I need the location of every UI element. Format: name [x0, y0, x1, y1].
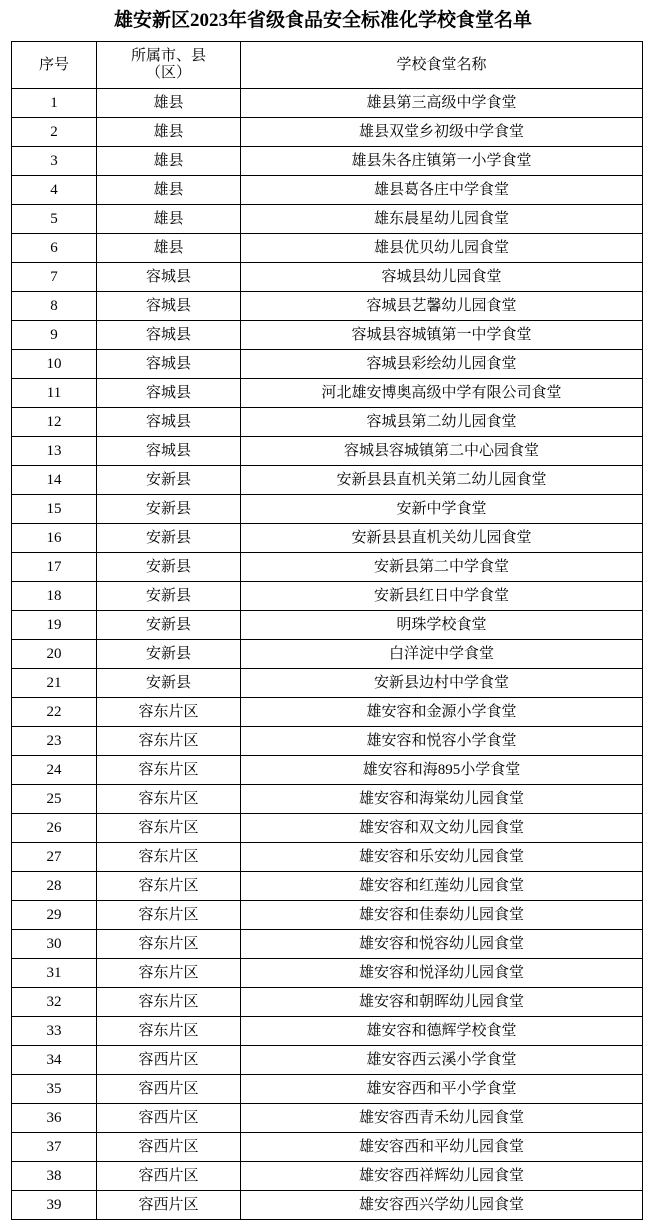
- cell-canteen-name: 雄安容和德辉学校食堂: [241, 1017, 643, 1046]
- column-header-area: [97, 42, 241, 89]
- cell-canteen-name: 容城县第二幼儿园食堂: [241, 408, 643, 437]
- cell-area: 容东片区: [97, 901, 241, 930]
- cell-area: 容西片区: [97, 1046, 241, 1075]
- cell-canteen-name: 雄县第三高级中学食堂: [241, 89, 643, 118]
- table-row: [12, 756, 643, 785]
- cell-canteen-name: 雄安容和海895小学食堂: [241, 756, 643, 785]
- cell-area: 安新县: [97, 582, 241, 611]
- cell-area: 容西片区: [97, 1191, 241, 1220]
- cell-canteen-name: 雄东晨星幼儿园食堂: [241, 205, 643, 234]
- cell-canteen-name: 雄县葛各庄中学食堂: [241, 176, 643, 205]
- cell-index: 36: [12, 1104, 97, 1133]
- cell-area: 雄县: [97, 205, 241, 234]
- cell-canteen-name: 雄安容和悦泽幼儿园食堂: [241, 959, 643, 988]
- table-row: [12, 292, 643, 321]
- cell-canteen-name: 雄安容和佳泰幼儿园食堂: [241, 901, 643, 930]
- table-row: [12, 1075, 643, 1104]
- cell-canteen-name: 雄安容西和平小学食堂: [241, 1075, 643, 1104]
- cell-area: 雄县: [97, 234, 241, 263]
- cell-canteen-name: 雄安容和海棠幼儿园食堂: [241, 785, 643, 814]
- table-row: [12, 495, 643, 524]
- table-row: [12, 147, 643, 176]
- cell-area: 容西片区: [97, 1075, 241, 1104]
- cell-canteen-name: 雄安容和悦容幼儿园食堂: [241, 930, 643, 959]
- table-row: [12, 466, 643, 495]
- cell-area: 容东片区: [97, 930, 241, 959]
- cell-area: 容东片区: [97, 698, 241, 727]
- cell-index: 12: [12, 408, 97, 437]
- cell-index: 25: [12, 785, 97, 814]
- table-row: [12, 1017, 643, 1046]
- cell-area: 容东片区: [97, 1017, 241, 1046]
- table-row: [12, 1162, 643, 1191]
- cell-canteen-name: 安新县边村中学食堂: [241, 669, 643, 698]
- cell-index: 39: [12, 1191, 97, 1220]
- cell-canteen-name: 雄安容和乐安幼儿园食堂: [241, 843, 643, 872]
- cell-index: 14: [12, 466, 97, 495]
- cell-area: 容东片区: [97, 959, 241, 988]
- table-row: [12, 118, 643, 147]
- cell-index: 32: [12, 988, 97, 1017]
- cell-canteen-name: 雄安容和金源小学食堂: [241, 698, 643, 727]
- table-row: [12, 785, 643, 814]
- cell-canteen-name: 雄安容西云溪小学食堂: [241, 1046, 643, 1075]
- table-row: [12, 321, 643, 350]
- cell-index: 18: [12, 582, 97, 611]
- cell-index: 21: [12, 669, 97, 698]
- table-row: [12, 1104, 643, 1133]
- table-body: [12, 89, 643, 1220]
- cell-index: 30: [12, 930, 97, 959]
- table-row: [12, 727, 643, 756]
- table-row: [12, 553, 643, 582]
- table-row: [12, 263, 643, 292]
- cell-area: 安新县: [97, 669, 241, 698]
- table-row: [12, 1133, 643, 1162]
- table-row: [12, 350, 643, 379]
- cell-canteen-name: 雄安容和朝晖幼儿园食堂: [241, 988, 643, 1017]
- cell-index: 33: [12, 1017, 97, 1046]
- cell-index: 28: [12, 872, 97, 901]
- cell-index: 27: [12, 843, 97, 872]
- cell-canteen-name: 雄安容西青禾幼儿园食堂: [241, 1104, 643, 1133]
- page-title: 雄安新区2023年省级食品安全标准化学校食堂名单: [113, 10, 532, 31]
- cell-index: 34: [12, 1046, 97, 1075]
- table-header-row: [12, 42, 643, 89]
- cell-index: 3: [12, 147, 97, 176]
- cell-index: 24: [12, 756, 97, 785]
- cell-index: 11: [12, 379, 97, 408]
- school-canteen-table: [11, 41, 643, 1220]
- cell-area: 容东片区: [97, 727, 241, 756]
- cell-index: 22: [12, 698, 97, 727]
- cell-canteen-name: 容城县幼儿园食堂: [241, 263, 643, 292]
- cell-area: 容城县: [97, 379, 241, 408]
- cell-area: 雄县: [97, 89, 241, 118]
- cell-area: 安新县: [97, 553, 241, 582]
- cell-index: 16: [12, 524, 97, 553]
- table-row: [12, 901, 643, 930]
- cell-index: 1: [12, 89, 97, 118]
- cell-index: 20: [12, 640, 97, 669]
- cell-area: 容西片区: [97, 1133, 241, 1162]
- cell-canteen-name: 雄安容和悦容小学食堂: [241, 727, 643, 756]
- cell-area: 容东片区: [97, 872, 241, 901]
- cell-canteen-name: 容城县容城镇第二中心园食堂: [241, 437, 643, 466]
- table-row: [12, 843, 643, 872]
- cell-area: 容西片区: [97, 1162, 241, 1191]
- table-row: [12, 176, 643, 205]
- cell-canteen-name: 雄安容西祥辉幼儿园食堂: [241, 1162, 643, 1191]
- cell-index: 31: [12, 959, 97, 988]
- cell-canteen-name: 容城县容城镇第一中学食堂: [241, 321, 643, 350]
- cell-area: 容西片区: [97, 1104, 241, 1133]
- cell-index: 2: [12, 118, 97, 147]
- cell-canteen-name: 河北雄安博奥高级中学有限公司食堂: [241, 379, 643, 408]
- cell-canteen-name: 安新中学食堂: [241, 495, 643, 524]
- cell-index: 8: [12, 292, 97, 321]
- cell-area: 容东片区: [97, 988, 241, 1017]
- cell-canteen-name: 白洋淀中学食堂: [241, 640, 643, 669]
- cell-area: 容城县: [97, 350, 241, 379]
- table-row: [12, 1046, 643, 1075]
- table-row: [12, 205, 643, 234]
- cell-canteen-name: 容城县艺馨幼儿园食堂: [241, 292, 643, 321]
- cell-area: 雄县: [97, 147, 241, 176]
- cell-area: 容东片区: [97, 756, 241, 785]
- cell-canteen-name: 明珠学校食堂: [241, 611, 643, 640]
- cell-canteen-name: 雄县双堂乡初级中学食堂: [241, 118, 643, 147]
- cell-area: 容东片区: [97, 785, 241, 814]
- cell-index: 29: [12, 901, 97, 930]
- cell-canteen-name: 雄县优贝幼儿园食堂: [241, 234, 643, 263]
- cell-canteen-name: 雄县朱各庄镇第一小学食堂: [241, 147, 643, 176]
- table-row: [12, 234, 643, 263]
- cell-canteen-name: 雄安容西和平幼儿园食堂: [241, 1133, 643, 1162]
- cell-area: 容城县: [97, 437, 241, 466]
- table-row: [12, 988, 643, 1017]
- table-row: [12, 698, 643, 727]
- cell-canteen-name: 安新县红日中学食堂: [241, 582, 643, 611]
- column-header-canteen-name: 学校食堂名称: [241, 42, 643, 89]
- cell-area: 安新县: [97, 495, 241, 524]
- table-row: [12, 959, 643, 988]
- cell-area: 雄县: [97, 118, 241, 147]
- table-header: [12, 42, 643, 89]
- column-header-area-line2: （区）: [145, 65, 191, 81]
- cell-index: 26: [12, 814, 97, 843]
- cell-area: 容城县: [97, 321, 241, 350]
- cell-area: 容东片区: [97, 814, 241, 843]
- cell-index: 4: [12, 176, 97, 205]
- cell-index: 23: [12, 727, 97, 756]
- cell-area: 安新县: [97, 524, 241, 553]
- cell-area: 安新县: [97, 611, 241, 640]
- column-header-index: 序号: [12, 42, 97, 89]
- cell-area: 容城县: [97, 292, 241, 321]
- table-row: [12, 437, 643, 466]
- cell-index: 15: [12, 495, 97, 524]
- cell-canteen-name: 容城县彩绘幼儿园食堂: [241, 350, 643, 379]
- cell-index: 5: [12, 205, 97, 234]
- table-row: [12, 524, 643, 553]
- cell-area: 容东片区: [97, 843, 241, 872]
- table-row: [12, 611, 643, 640]
- cell-index: 6: [12, 234, 97, 263]
- cell-area: 容城县: [97, 408, 241, 437]
- cell-canteen-name: 雄安容和红莲幼儿园食堂: [241, 872, 643, 901]
- cell-index: 13: [12, 437, 97, 466]
- cell-index: 35: [12, 1075, 97, 1104]
- cell-canteen-name: 安新县县直机关第二幼儿园食堂: [241, 466, 643, 495]
- table-row: [12, 930, 643, 959]
- cell-index: 7: [12, 263, 97, 292]
- cell-index: 19: [12, 611, 97, 640]
- column-header-area-line1: 所属市、县: [130, 48, 206, 64]
- cell-index: 37: [12, 1133, 97, 1162]
- table-row: [12, 582, 643, 611]
- cell-canteen-name: 安新县第二中学食堂: [241, 553, 643, 582]
- cell-canteen-name: 安新县县直机关幼儿园食堂: [241, 524, 643, 553]
- cell-area: 安新县: [97, 640, 241, 669]
- cell-area: 安新县: [97, 466, 241, 495]
- table-row: [12, 408, 643, 437]
- table-row: [12, 872, 643, 901]
- cell-index: 10: [12, 350, 97, 379]
- table-row: [12, 640, 643, 669]
- cell-canteen-name: 雄安容西兴学幼儿园食堂: [241, 1191, 643, 1220]
- table-row: [12, 379, 643, 408]
- cell-index: 9: [12, 321, 97, 350]
- cell-index: 17: [12, 553, 97, 582]
- cell-canteen-name: 雄安容和双文幼儿园食堂: [241, 814, 643, 843]
- table-row: [12, 89, 643, 118]
- cell-area: 容城县: [97, 263, 241, 292]
- table-row: [12, 814, 643, 843]
- cell-index: 38: [12, 1162, 97, 1191]
- cell-area: 雄县: [97, 176, 241, 205]
- table-row: [12, 669, 643, 698]
- table-row: [12, 1191, 643, 1220]
